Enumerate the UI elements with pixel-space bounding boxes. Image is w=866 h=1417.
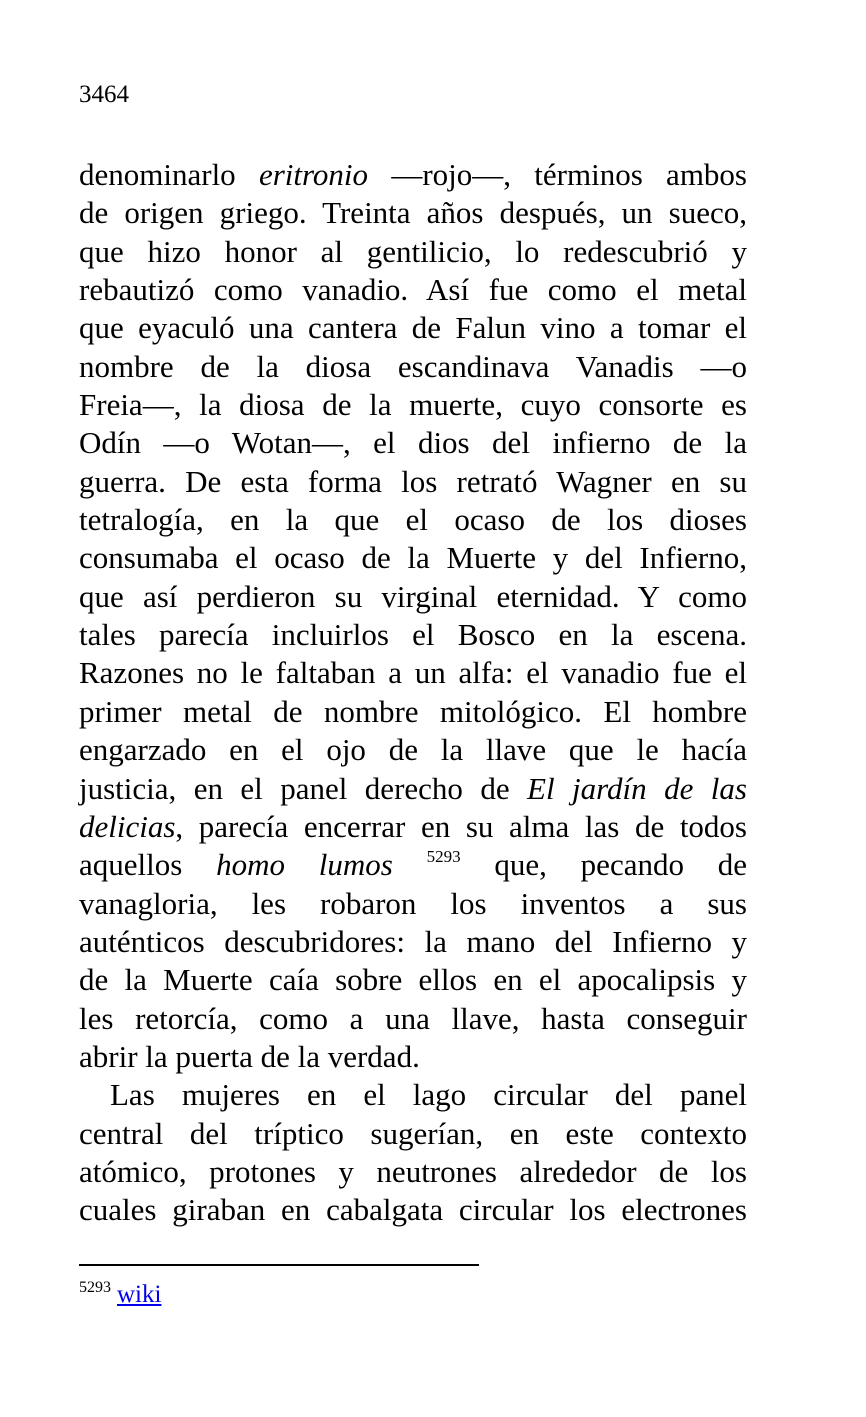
text-line: auténticos descubridores: la mano del Infierno y [79,923,747,959]
text-line: guerra. De esta forma los retrató Wagner en su [79,463,747,499]
text-line: tetralogía, en la que el ocaso de los dioses [79,502,747,538]
text-line: abrir la puerta de la verdad. [79,1038,420,1074]
italic-title: El jardín de las [527,770,747,806]
text-line: engarzado en el ojo de la llave que le hacía [79,732,747,768]
page-number: 3464 [79,81,129,108]
text-line-paragraph-start: Las mujeres en el lago circular del panel [110,1077,747,1113]
footnote-divider [79,1264,479,1266]
text-line: nombre de la diosa escandinava Vanadis —o [79,348,747,384]
text-line [79,156,747,194]
body-text [79,156,747,1230]
text-line: atómico, protones y neutrones alrededor de los [79,1153,747,1189]
text-line: de la Muerte caía sobre ellos en el apocalipsis y [79,962,747,998]
text-segment: denominarlo [79,157,259,192]
text-line: consumaba el ocaso de la Muerte y del Infierno, [79,540,747,576]
text-segment: —rojo—, términos ambos [368,157,747,192]
text-line [79,808,747,846]
text-line: tales parecía incluirlos el Bosco en la escena. [79,617,747,653]
text-line: que así perdieron su virginal eternidad. Y como [79,578,747,614]
footnote [79,1280,161,1310]
text-line: Freia—, la diosa de la muerte, cuyo consorte es [79,387,747,423]
text-segment: justicia, en el panel derecho de [79,770,528,806]
text-line: rebautizó como vanadio. Así fue como el metal [79,272,747,308]
italic-term: homo lumos [216,847,393,883]
text-line [79,846,747,884]
text-line: de origen griego. Treinta años después, un sueco, [79,195,747,231]
footnote-number: 5293 [79,1279,111,1296]
text-segment: , parecía encerrar en su alma las de todos [175,808,747,844]
footnote-reference[interactable]: 5293 [426,847,461,867]
text-line: Razones no le faltaban a un alfa: el vanadio fue el [79,655,747,691]
text-line: primer metal de nombre mitológico. El hombre [79,693,747,729]
text-line: cuales giraban en cabalgata circular los electrones [79,1192,747,1228]
text-line: les retorcía, como a una llave, hasta conseguir [79,1000,747,1036]
text-segment: que, pecando de [460,847,747,883]
text-line: central del tríptico sugerían, en este contexto [79,1115,747,1151]
text-line: que hizo honor al gentilicio, lo redescubrió y [79,233,747,269]
footnote-link-wiki[interactable]: wiki [117,1281,162,1308]
text-segment: aquellos [79,847,217,883]
text-line: Odín —o Wotan—, el dios del infierno de la [79,425,747,461]
text-line [79,770,747,808]
text-line: vanagloria, les robaron los inventos a sus [79,885,747,921]
text-line: que eyaculó una cantera de Falun vino a tomar el [79,310,747,346]
italic-term: eritronio [258,157,369,192]
italic-title: delicias [79,808,176,844]
